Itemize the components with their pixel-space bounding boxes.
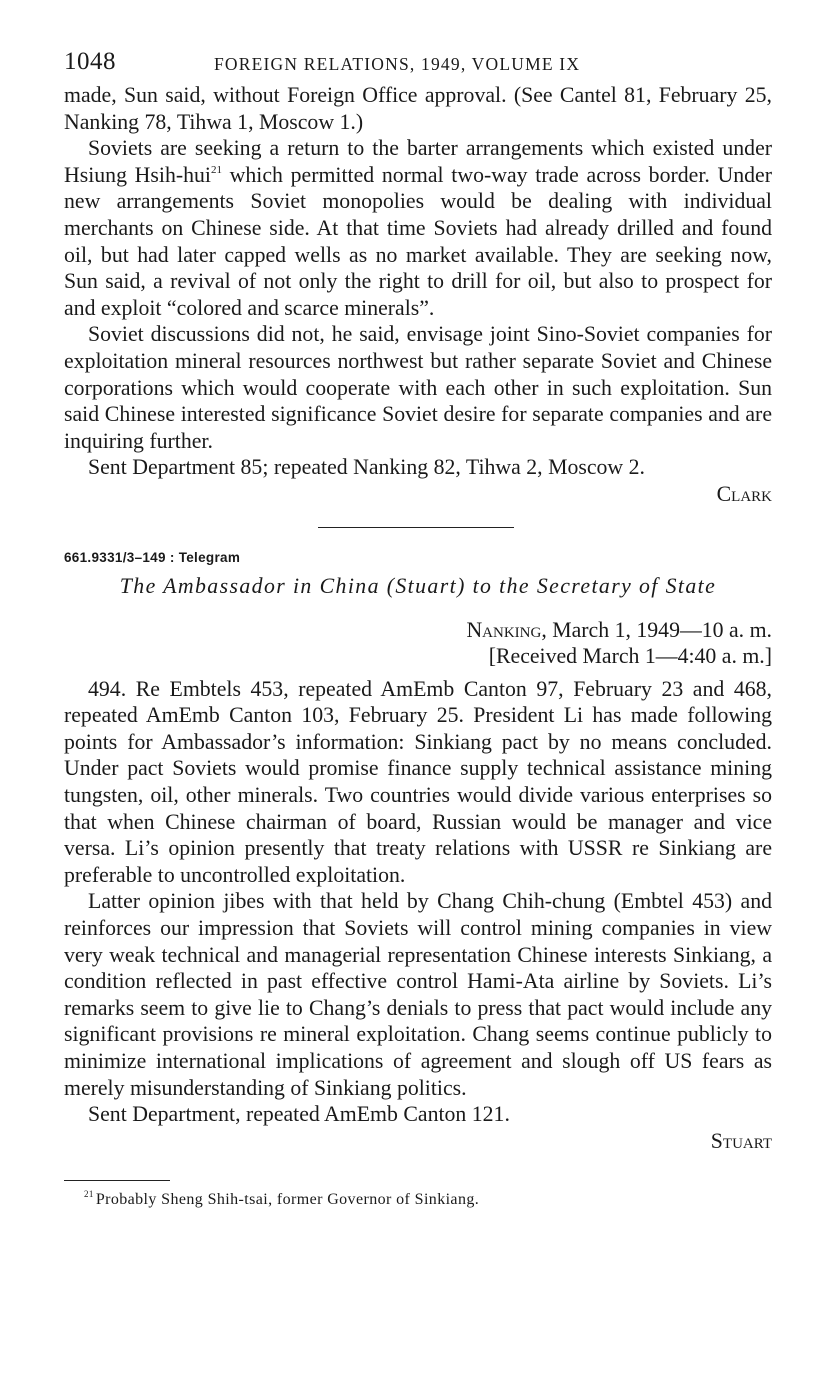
telegram-continued [64,82,772,508]
paragraph: Latter opinion jibes with that held by Chang Chih-chung (Embtel 453) and reinforces our impression that Soviets will control mining companies in view very weak technical and managerial representation Chinese interests Sinkiang, a condition reflected in past effective control Hami-Ata airline by Soviets. Li’s remarks seem to give lie to Chang’s denials to press that pact would include any significant provisions re mineral exploitation. Chang seems continue publicly to minimize international implications of agreement and slough off US fears as merely misunderstanding of Sinkiang politics. [64,889,772,1100]
document-title: The Ambassador in China (Stuart) to the Secretary of State [119,573,717,598]
received-line: [Received March 1—4:40 a. m.] [488,644,772,669]
footnote-reference: 21 [210,163,222,176]
paragraph: 494. Re Embtels 453, repeated AmEmb Canton 97, February 23 and 468, repeated AmEmb Canton 103, February 25. President Li has made following points for Ambassador’s information: Sinkiang pact by no means concluded. Under pact Soviets would promise finance supply technical assistance mining tungsten, oil, other minerals. Two countries would divide various enterprises so that when Chinese chairman of board, Russian would be manager and vice versa. Li’s opinion presently that treaty relations with USSR re Sinkiang are preferable to uncontrolled exploitation. [64,676,772,887]
paragraph [64,135,772,321]
page-header [64,48,772,82]
dateline-place: Nanking [466,617,542,642]
paragraph: Sent Department, repeated AmEmb Canton 121. [88,1102,510,1127]
dateline [64,617,772,644]
running-head: FOREIGN RELATIONS, 1949, VOLUME IX [214,54,581,74]
section-divider [318,527,514,528]
document-page [64,48,772,1209]
paragraph-text: Soviets are seeking a return to the barter arrangements which existed under Hsiung Hsih-hui [64,136,772,187]
page-number: 1048 [64,48,116,75]
file-number: 661.9331/3–149 : Telegram [64,549,241,565]
paragraph: made, Sun said, without Foreign Office approval. (See Cantel 81, February 25, Nanking 78, Tihwa 1, Moscow 1.) [64,83,772,134]
signature: Stuart [710,1128,772,1153]
dateline-date: , March 1, 1949—10 a. m. [541,617,772,642]
paragraph-text: which permitted normal two-way trade across border. Under new arrangements Soviet monopolies would be dealing with individual merchants on Chinese side. At that time Soviets had already drilled and found oil, but had later capped wells as no market available. They are seeking now, Sun said, a revival of not only the right to drill for oil, but also to prospect for and exploit “colored and scarce minerals”. [64,162,772,320]
paragraph: Sent Department 85; repeated Nanking 82, Tihwa 2, Moscow 2. [88,455,645,480]
footnote-text: Probably Sheng Shih-tsai, former Governor of Sinkiang. [95,1191,480,1209]
signature: Clark [716,481,772,506]
paragraph: Soviet discussions did not, he said, envisage joint Sino-Soviet companies for exploitation mineral resources northwest but rather separate Soviet and Chinese corporations which would cooperate with each other in such exploitation. Sun said Chinese interested significance Soviet desire for separate companies and are inquiring further. [64,322,772,453]
telegram [64,550,772,1155]
footnote-mark: 21 [84,1189,94,1200]
footnote [84,1191,772,1209]
footnote-divider [64,1180,170,1181]
